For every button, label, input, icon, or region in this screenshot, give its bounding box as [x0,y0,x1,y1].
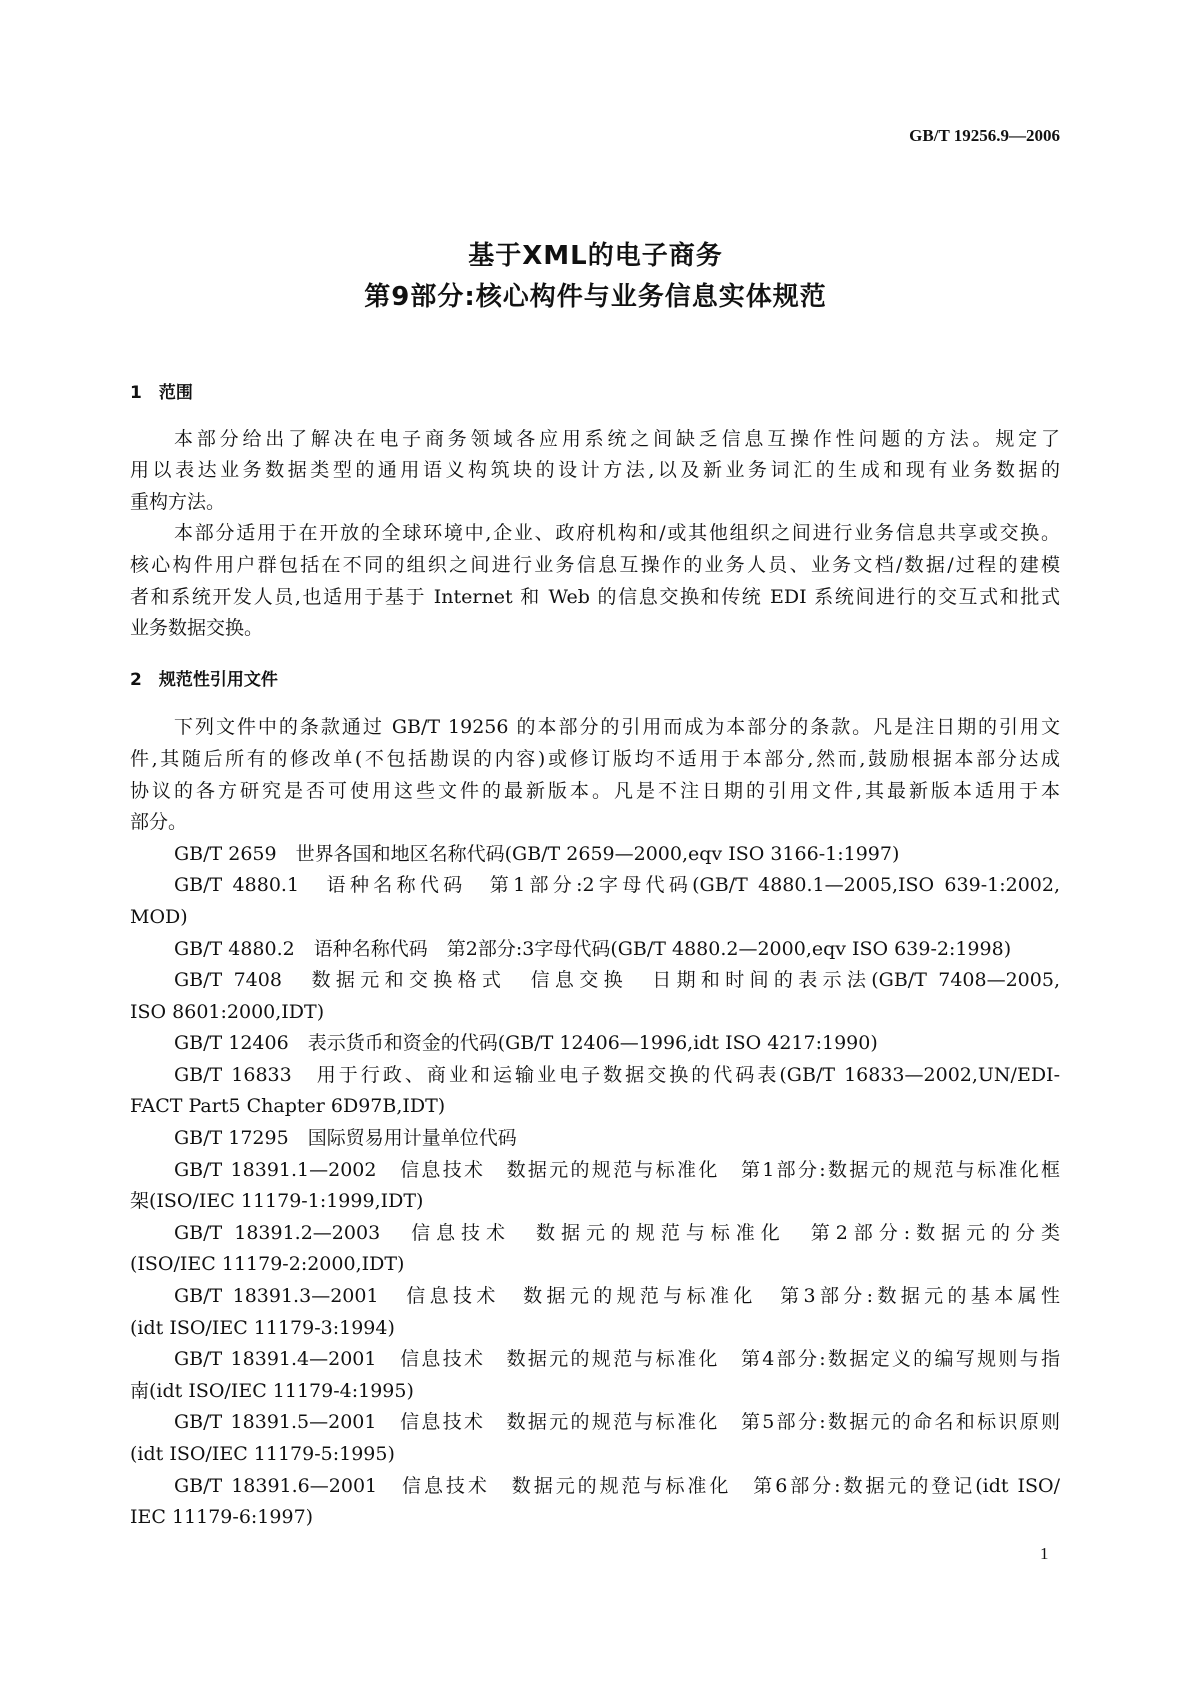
text-line: MOD) [130,905,188,928]
text-line: GB/T 18391.4—2001 信息技术 数据元的规范与标准化 第4部分:数据定义的编写规则与指 [174,1348,1060,1371]
paragraph [130,518,1060,644]
text-line: GB/T 18391.5—2001 信息技术 数据元的规范与标准化 第5部分:数据元的命名和标识原则 [174,1411,1060,1434]
text-line: (ISO/IEC 11179-2:2000,IDT) [130,1253,405,1276]
text-line: GB/T 18391.2—2003 信息技术 数据元的规范与标准化 第2部分:数据元的分类 [174,1221,1060,1244]
page-number: 1 [1040,1544,1049,1563]
section-scope [130,378,1060,1534]
text-line: 协议的各方研究是否可使用这些文件的最新版本。凡是不注日期的引用文件,其最新版本适用于本 [130,779,1060,802]
standard-number: GB/T 19256.9—2006 [909,126,1060,145]
paragraph [130,424,1060,519]
text-line: (idt ISO/IEC 11179-3:1994) [130,1316,395,1339]
text-line: 核心构件用户群包括在不同的组织之间进行业务信息互操作的业务人员、业务文档/数据/过程的建模 [130,553,1060,576]
text-line: GB/T 4880.2 语种名称代码 第2部分:3字母代码(GB/T 4880.2—2000,eqv ISO 639-2:1998) [174,937,1012,960]
text-line: GB/T 18391.6—2001 信息技术 数据元的规范与标准化 第6部分:数据元的登记(idt ISO/ [174,1474,1060,1497]
reference-entry [130,1155,1060,1218]
text-line: 本部分给出了解决在电子商务领域各应用系统之间缺乏信息互操作性问题的方法。规定了 [174,427,1060,450]
text-line: IEC 11179-6:1997) [130,1506,314,1529]
paragraph [130,712,1060,838]
section-heading: 2 规范性引用文件 [130,669,278,690]
reference-entry [130,965,1060,1028]
text-line: 架(ISO/IEC 11179-1:1999,IDT) [130,1190,424,1213]
reference-entry [130,1028,1060,1060]
scope-body [130,424,1060,645]
text-line: 本部分适用于在开放的全球环境中,企业、政府机构和/或其他组织之间进行业务信息共享或交换。 [174,522,1060,545]
reference-entry [130,1060,1060,1123]
text-line: GB/T 2659 世界各国和地区名称代码(GB/T 2659—2000,eqv ISO 3166-1:1997) [174,842,900,865]
text-line: FACT Part5 Chapter 6D97B,IDT) [130,1095,446,1118]
text-line: 南(idt ISO/IEC 11179-4:1995) [130,1379,414,1402]
reference-entry [130,1471,1060,1534]
text-line: 部分。 [130,811,188,834]
document-subtitle: 第9部分:核心构件与业务信息实体规范 [364,282,827,312]
reference-entry [130,934,1060,966]
text-line: 重构方法。 [130,490,226,513]
reference-entry [130,1344,1060,1407]
text-line: 业务数据交换。 [130,617,264,640]
reference-entry [130,870,1060,933]
reference-entry [130,1407,1060,1470]
text-line: GB/T 4880.1 语种名称代码 第1部分:2字母代码(GB/T 4880.1—2005,ISO 639-1:2002, [174,874,1060,897]
normative-references-body [130,712,1060,1533]
text-line: 者和系统开发人员,也适用于基于 Internet 和 Web 的信息交换和传统 EDI 系统间进行的交互式和批式 [130,585,1060,608]
text-line: 下列文件中的条款通过 GB/T 19256 的本部分的引用而成为本部分的条款。凡是注日期的引用文 [174,716,1060,739]
text-line: GB/T 18391.3—2001 信息技术 数据元的规范与标准化 第3部分:数据元的基本属性 [174,1285,1060,1308]
reference-entry [130,1281,1060,1344]
reference-entry [130,839,1060,871]
text-line: (idt ISO/IEC 11179-5:1995) [130,1443,395,1465]
text-line: ISO 8601:2000,IDT) [130,1000,325,1023]
text-line: 件,其随后所有的修改单(不包括勘误的内容)或修订版均不适用于本部分,然而,鼓励根据本部分达成 [130,747,1060,770]
text-line: GB/T 7408 数据元和交换格式 信息交换 日期和时间的表示法(GB/T 7408—2005, [174,969,1060,992]
text-line: GB/T 17295 国际贸易用计量单位代码 [174,1127,517,1150]
text-line: GB/T 12406 表示货币和资金的代码(GB/T 12406—1996,idt ISO 4217:1990) [174,1032,878,1055]
text-line: GB/T 18391.1—2002 信息技术 数据元的规范与标准化 第1部分:数据元的规范与标准化框 [174,1158,1060,1181]
document-title: 基于XML的电子商务 [468,241,723,271]
text-line: GB/T 16833 用于行政、商业和运输业电子数据交换的代码表(GB/T 16833—2002,UN/EDI- [174,1063,1060,1086]
text-line: 用以表达业务数据类型的通用语义构筑块的设计方法,以及新业务词汇的生成和现有业务数据的 [130,459,1060,482]
reference-entry [130,1218,1060,1281]
reference-entry [130,1123,1060,1155]
section-heading: 1 范围 [130,383,193,403]
